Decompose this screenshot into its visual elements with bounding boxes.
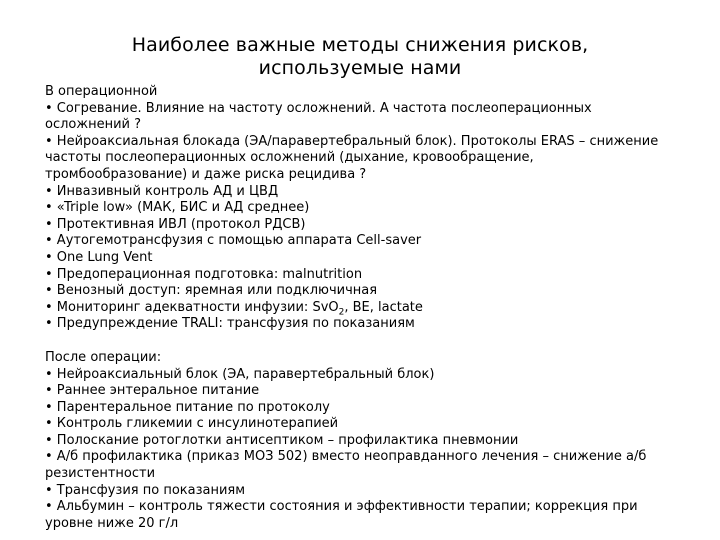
title-line-2: используемые нами — [258, 57, 462, 79]
slide-title — [40, 34, 680, 80]
list-item: • One Lung Vent — [45, 249, 153, 265]
list-item: • Инвазивный контроль АД и ЦВД — [45, 183, 279, 199]
list-item: • Трансфузия по показаниям — [45, 482, 246, 498]
list-item: • Раннее энтеральное питание — [45, 383, 260, 399]
list-item-text: , BE, lactate — [344, 299, 423, 315]
list-item: • Нейроаксиальная блокада (ЭА/паравертебральный блок). Протоколы ERAS – снижение — [45, 133, 659, 149]
list-item-continuation: резистентности — [45, 466, 156, 482]
list-item: • Предоперационная подготовка: malnutrition — [45, 266, 363, 282]
postoperative-section — [45, 350, 705, 533]
list-item-continuation: осложнений ? — [45, 117, 142, 133]
list-item-text: • Мониторинг адекватности инфузии: SvO — [45, 299, 339, 315]
list-item: • Предупреждение TRALI: трансфузия по показаниям — [45, 316, 415, 332]
section-spacer — [45, 333, 705, 350]
list-item: • Венозный доступ: яремная или подключичная — [45, 283, 378, 299]
list-item: • Нейроаксиальный блок (ЭА, паравертебральный блок) — [45, 366, 435, 382]
section-heading-postoperative: После операции: — [45, 349, 162, 365]
title-line-1: Наиболее важные методы снижения рисков, — [131, 34, 589, 56]
list-item: • Протективная ИВЛ (протокол РДСВ) — [45, 216, 306, 232]
subscript: 2 — [338, 307, 345, 318]
list-item: • А/б профилактика (приказ МОЗ 502) вместо неоправданного лечения – снижение а/б — [45, 449, 647, 465]
list-item-continuation: тромбообразование) и даже риска рецидива ? — [45, 166, 367, 182]
list-item-continuation: уровне ниже 20 г/л — [45, 515, 179, 531]
list-item: • Парентеральное питание по протоколу — [45, 399, 330, 415]
list-item: • Полоскание ротоглотки антисептиком – профилактика пневмонии — [45, 432, 519, 448]
list-item: • Альбумин – контроль тяжести состояния и эффективности терапии; коррекция при — [45, 499, 638, 515]
list-item: • Аутогемотрансфузия с помощью аппарата Cell-saver — [45, 233, 422, 249]
slide-body — [45, 84, 705, 532]
list-item: • Согревание. Влияние на частоту осложнений. А частота послеоперационных — [45, 100, 592, 116]
list-item: • Контроль гликемии с инсулинотерапией — [45, 416, 339, 432]
intraoperative-section — [45, 84, 705, 333]
list-item: • «Triple low» (МАК, БИС и АД среднее) — [45, 200, 310, 216]
list-item-infusion-monitoring — [45, 300, 705, 317]
section-heading-intraoperative: В операционной — [45, 84, 158, 99]
list-item-continuation: частоты послеоперационных осложнений (дыхание, кровообращение, — [45, 150, 534, 166]
